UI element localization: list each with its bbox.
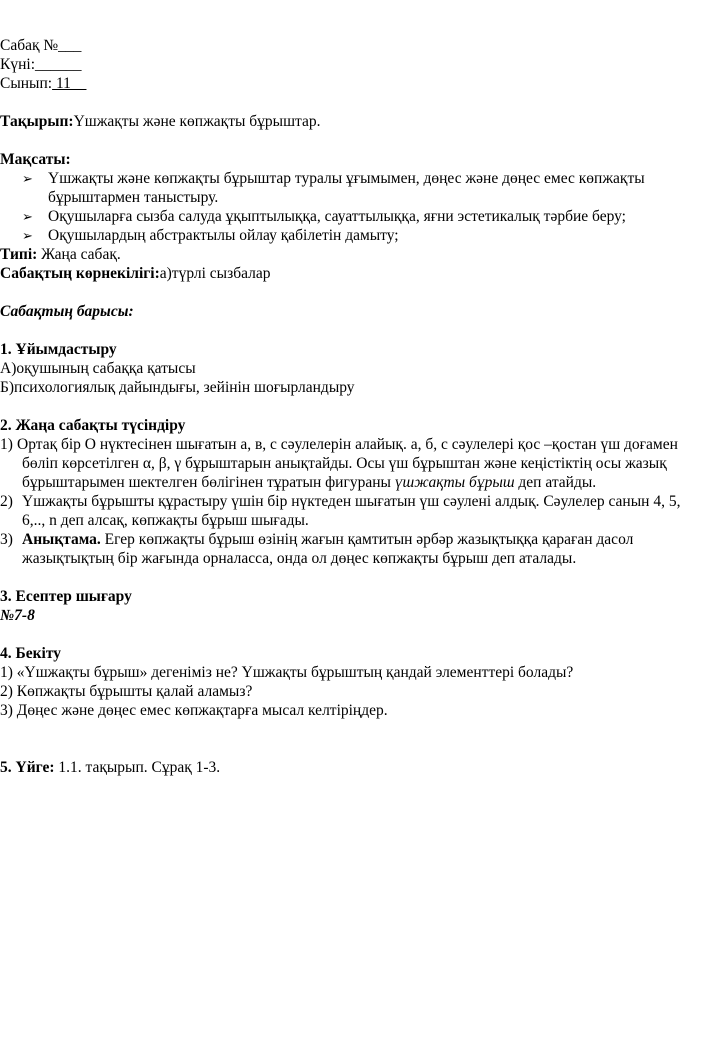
section2-item-2: 2) Үшжақты бұрышты құрастыру үшін бір нүктеден шығатын үш сәулені алдық. Сәулелер санын 4, 5, 6,.., n деп алсақ, көпжақты бұрыш шығады. — [0, 493, 681, 529]
section2-title: 2. Жаңа сабақты түсіндіру — [0, 417, 186, 434]
arrow-bullet-icon: ➢ — [22, 171, 33, 186]
goal-item-1: ➢ Үшжақты және көпжақты бұрыштар туралы ұғымымен, дөңес және дөңес емес көпжақты бұрыштармен таныстыру. — [22, 170, 645, 206]
class-label: Сынып: — [0, 75, 53, 92]
arrow-bullet-icon: ➢ — [22, 209, 33, 224]
section2-item-1: 1) Ортақ бір О нүктесінен шығатын а, в, с сәулелерін алайық. а, б, с сәулелері қос –қостан үш доғамен бөліп көрсетілген α, β, γ бұрыштарын анықтайды. Осы үш бұрыштан және кеңістіктің осы жазық бұрыштарымен шектелген бөлігінен тұратын фигураны үшжақты бұрыш деп атайды. — [0, 436, 678, 491]
section3-tasks: №7-8 — [0, 607, 35, 624]
visuals-line — [0, 264, 700, 283]
section3-title: 3. Есептер шығару — [0, 588, 132, 605]
section4-title: 4. Бекіту — [0, 645, 62, 662]
topic-text: Үшжақты және көпжақты бұрыштар. — [73, 113, 321, 130]
date-blank: ______ — [35, 56, 82, 73]
homework-label: 5. Үйге: — [0, 759, 55, 776]
goals-heading: Мақсаты: — [0, 151, 71, 168]
type-line — [0, 245, 700, 264]
progress-heading: Сабақтың барысы: — [0, 303, 134, 320]
goal-item-2: ➢ Оқушыларға сызба салуда ұқыптылыққа, сауаттылыққа, яғни эстетикалық тәрбие беру; — [22, 208, 626, 225]
section1-title: 1. Ұйымдастыру — [0, 341, 117, 358]
homework-text: 1.1. тақырып. Сұрақ 1-3. — [54, 759, 221, 776]
section1-line-a: А)оқушының сабаққа қатысы — [0, 360, 196, 377]
class-line — [0, 74, 700, 93]
goal-item-3: ➢ Оқушылардың абстрактылы ойлау қабілетін дамыту; — [22, 227, 399, 244]
date-label: Күні: — [0, 56, 35, 73]
type-text: Жаңа сабақ. — [37, 246, 121, 263]
lesson-plan-document — [0, 36, 700, 777]
section1-line-b: Б)психологиялық дайындығы, зейінін шоғырландыру — [0, 379, 355, 396]
type-label: Типі: — [0, 246, 38, 263]
lesson-number: Сабақ №___ — [0, 37, 82, 54]
section4-q1: 1) «Үшжақты бұрыш» дегеніміз не? Үшжақты бұрыштың қандай элементтері болады? — [0, 664, 574, 681]
section2-item-3: 3) Анықтама. Егер көпжақты бұрыш өзінің жағын қамтитын әрбәр жазықтыққа қараған дасол жазықтықтың бір жағында орналасса, онда ол дөңес көпжақты бұрыш деп аталады. — [0, 531, 634, 567]
visuals-label: Сабақтың көрнекілігі: — [0, 265, 160, 282]
class-value: 11__ — [52, 75, 87, 92]
topic-line — [0, 112, 700, 131]
date-line — [0, 55, 700, 74]
emphasis-term: үшжақты бұрыш — [394, 474, 515, 491]
section5-line — [0, 758, 700, 777]
topic-label: Тақырып: — [0, 113, 74, 130]
section4-q3: 3) Дөңес және дөңес емес көпжақтарға мысал келтіріңдер. — [0, 702, 388, 719]
arrow-bullet-icon: ➢ — [22, 228, 33, 243]
section4-q2: 2) Көпжақты бұрышты қалай аламыз? — [0, 683, 253, 700]
visuals-text: а)түрлі сызбалар — [159, 265, 271, 282]
definition-label: Анықтама. — [22, 531, 101, 548]
